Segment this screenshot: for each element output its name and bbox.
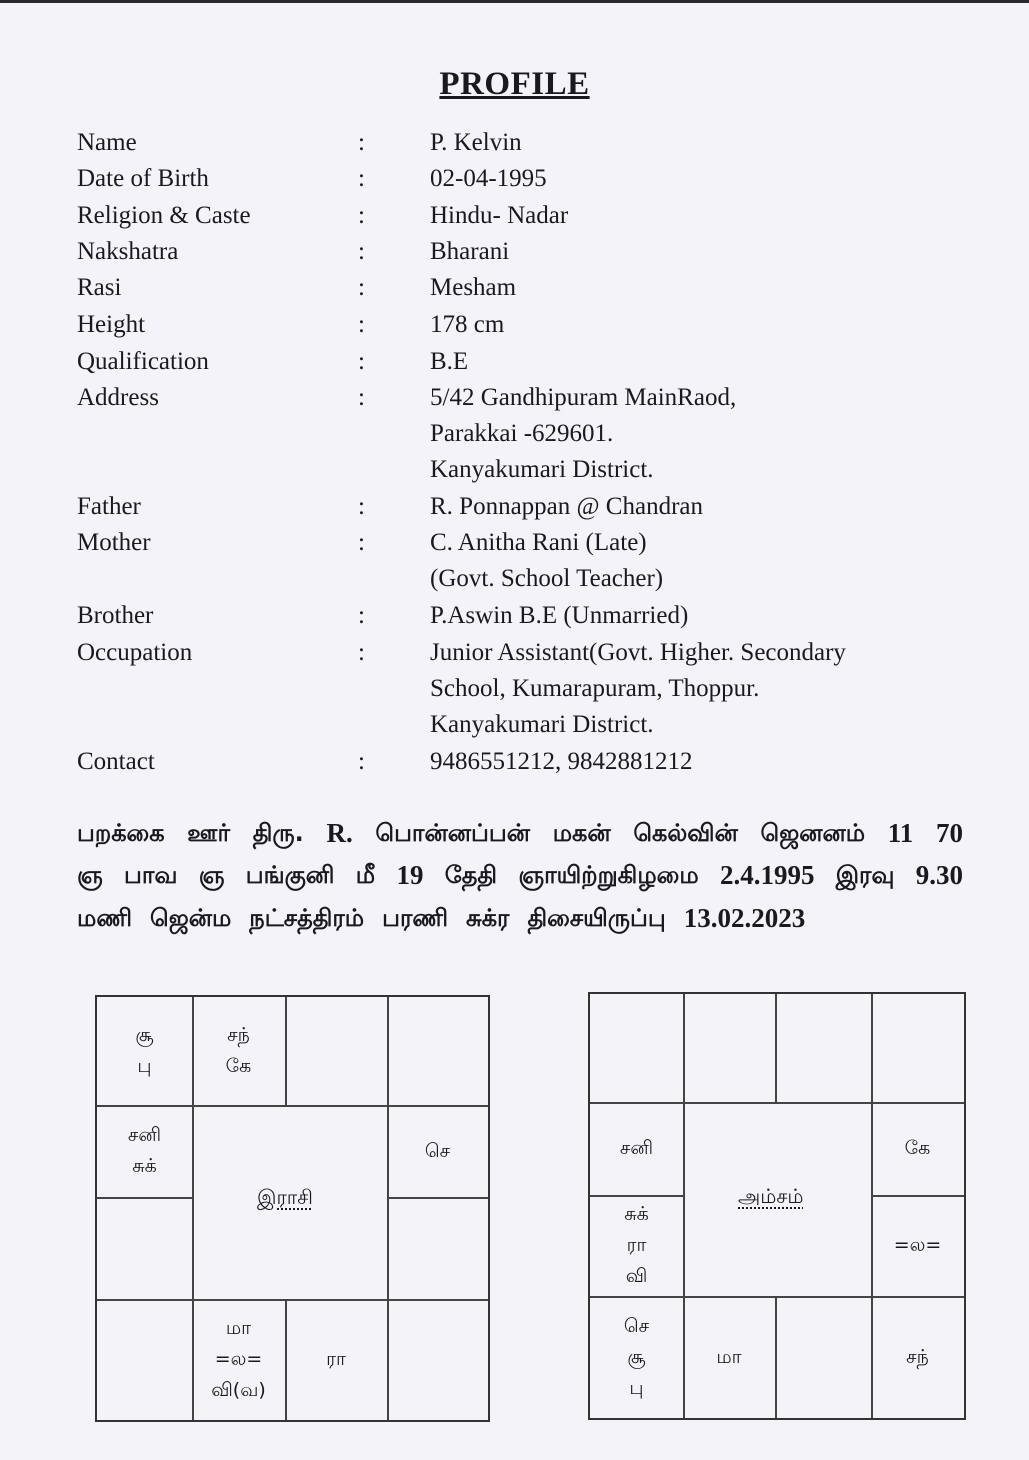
horoscope-word: ஜெனனம் [760, 819, 866, 847]
field-label: Nakshatra [77, 238, 179, 265]
grid-line [775, 1296, 777, 1418]
horoscope-word: 70 [936, 818, 963, 848]
grid-line [683, 1102, 685, 1296]
amsam-chart [588, 992, 966, 1420]
field-value: 5/42 Gandhipuram MainRaod, [430, 384, 737, 411]
chart-cell-r1c3 [387, 1105, 488, 1197]
field-label: Brother [77, 602, 154, 629]
planet-label: சந் [906, 1345, 929, 1368]
planet-label: மா [225, 1317, 252, 1339]
horoscope-word: இரவு [835, 861, 895, 889]
horoscope-word: நட்சத்திரம் [249, 904, 365, 932]
horoscope-line [77, 854, 963, 896]
planet-label: சூ [135, 1024, 154, 1046]
planet-label: மா [716, 1345, 742, 1368]
planet-label: ரா [326, 1348, 346, 1370]
chart-cell-r3c1 [683, 1296, 775, 1418]
rasi-chart [95, 995, 490, 1422]
field-value-continued: Kanyakumari District. [430, 456, 654, 483]
horoscope-word: R. [326, 818, 353, 848]
field-colon: : [358, 602, 365, 629]
field-label: Qualification [77, 348, 209, 375]
field-value-continued: School, Kumarapuram, Thoppur. [430, 675, 760, 702]
field-value-continued: Parakkai -629601. [430, 420, 614, 447]
field-value-continued: Kanyakumari District. [430, 711, 654, 738]
horoscope-word: பரணி [382, 904, 449, 932]
field-colon: : [358, 529, 365, 556]
field-value: P.Aswin B.E (Unmarried) [430, 602, 689, 629]
field-colon: : [358, 165, 365, 192]
chart-cell-r3c0 [590, 1296, 683, 1418]
field-colon: : [358, 238, 365, 265]
field-value: B.E [430, 348, 469, 375]
amsam-center-label: அம்சம் [738, 1184, 804, 1208]
horoscope-word: திரு. [252, 819, 304, 847]
planet-label: பு [137, 1055, 152, 1077]
chart-cell-r1c0 [97, 1105, 192, 1197]
chart-cell-r0c0 [97, 997, 192, 1105]
grid-line [285, 997, 287, 1105]
field-label: Occupation [77, 639, 193, 666]
horoscope-word: 2.4.1995 [719, 860, 815, 890]
planet-label: வி [625, 1265, 648, 1287]
field-label: Contact [77, 748, 155, 775]
field-value: R. Ponnappan @ Chandran [430, 493, 703, 520]
page-title: PROFILE [439, 66, 590, 102]
field-label: Name [77, 129, 137, 156]
horoscope-word: 11 [887, 818, 914, 848]
grid-line [97, 1197, 192, 1199]
chart-cell-r1c0 [590, 1102, 683, 1195]
field-colon: : [358, 748, 365, 775]
field-colon: : [358, 493, 365, 520]
field-colon: : [358, 129, 365, 156]
chart-cell-r3c2 [285, 1299, 387, 1420]
planet-label: சுக் [624, 1203, 649, 1225]
field-label: Mother [77, 529, 151, 556]
planet-label: சனி [127, 1124, 162, 1146]
horoscope-word: பாவ [124, 861, 178, 889]
horoscope-word: ஞ [198, 861, 225, 889]
field-value: Bharani [430, 238, 510, 265]
field-label: Rasi [77, 274, 122, 301]
field-label: Religion & Caste [77, 202, 251, 229]
field-colon: : [358, 384, 365, 411]
horoscope-word: ஜென்ம [150, 904, 232, 932]
field-value: Hindu- Nadar [430, 202, 569, 229]
horoscope-word: கெல்வின் [633, 819, 738, 847]
grid-line [387, 997, 389, 1420]
horoscope-word: ஊர் [187, 819, 231, 847]
field-colon: : [358, 639, 365, 666]
planet-label: சூ [627, 1345, 646, 1368]
field-colon: : [358, 274, 365, 301]
planet-label: =ல= [893, 1234, 942, 1256]
field-value-continued: (Govt. School Teacher) [430, 565, 664, 592]
planet-label: செ [424, 1139, 451, 1162]
horoscope-word: திசையிருப்பு [527, 904, 666, 932]
planet-label: வி(வ) [211, 1379, 266, 1401]
horoscope-word: 13.02.2023 [683, 903, 806, 933]
horoscope-word: பறக்கை [77, 819, 165, 847]
horoscope-word: மீ [355, 861, 376, 889]
field-label: Father [77, 493, 141, 520]
horoscope-word: 9.30 [915, 860, 963, 890]
field-value: 9486551212, 9842881212 [430, 748, 693, 775]
rasi-center-label: இராசி [257, 1185, 313, 1209]
planet-label: ரா [626, 1234, 647, 1256]
grid-line [387, 1197, 488, 1199]
horoscope-word: பொன்னப்பன் [375, 819, 531, 847]
grid-line [192, 1105, 194, 1299]
grid-line [683, 994, 685, 1102]
chart-cell-r0c1 [192, 997, 285, 1105]
horoscope-line [77, 812, 963, 854]
field-value: 178 cm [430, 311, 505, 338]
horoscope-word: ஞாயிற்றுகிழமை [518, 861, 699, 889]
planet-label: செ [623, 1314, 650, 1337]
field-colon: : [358, 348, 365, 375]
horoscope-word: பங்குனி [245, 861, 335, 889]
planet-label: சனி [619, 1137, 654, 1159]
field-value: Mesham [430, 274, 517, 301]
chart-cell-r1c3 [871, 1102, 964, 1195]
planet-label: சந் [227, 1024, 250, 1046]
planet-label: கே [904, 1137, 931, 1159]
planet-label: சுக் [132, 1155, 157, 1177]
horoscope-word: சுக்ர [466, 904, 510, 932]
field-label: Date of Birth [77, 165, 209, 192]
horoscope-word: தேதி [444, 861, 498, 889]
grid-line [775, 994, 777, 1102]
top-edge-line [0, 0, 1029, 3]
field-label: Address [77, 384, 159, 411]
chart-cell-r2c3 [871, 1195, 964, 1296]
chart-cell-r3c1 [192, 1299, 285, 1420]
planet-label: =ல= [214, 1348, 263, 1370]
field-colon: : [358, 202, 365, 229]
field-value: Junior Assistant(Govt. Higher. Secondary [430, 639, 846, 666]
chart-cell-r2c0 [590, 1195, 683, 1296]
field-colon: : [358, 311, 365, 338]
horoscope-word: 19 [396, 860, 424, 890]
planet-label: கே [225, 1055, 252, 1077]
horoscope-word: மகன் [552, 819, 611, 847]
horoscope-line [77, 897, 963, 939]
field-value: P. Kelvin [430, 129, 522, 156]
field-label: Height [77, 311, 146, 338]
horoscope-word: மணி [77, 904, 133, 932]
planet-label: பு [629, 1376, 644, 1399]
field-value: 02-04-1995 [430, 165, 547, 192]
horoscope-word: ஞ [77, 861, 103, 889]
field-value: C. Anitha Rani (Late) [430, 529, 647, 556]
chart-cell-r3c3 [871, 1296, 964, 1418]
